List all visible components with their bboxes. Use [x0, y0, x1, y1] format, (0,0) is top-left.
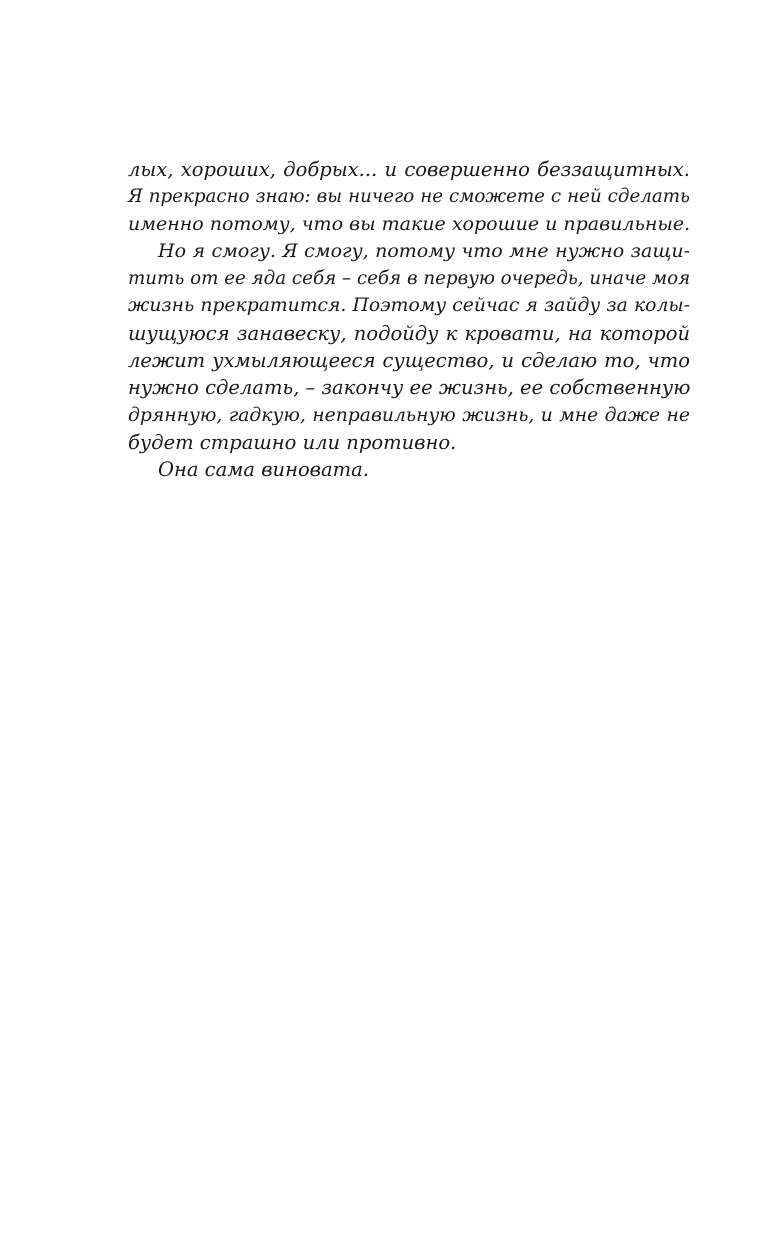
text-line: Я прекрасно знаю: вы ничего не сможете с ней сделать [128, 186, 690, 208]
text-line: нужно сделать, – закончу ее жизнь, ее собственную [128, 376, 691, 400]
text-line: именно потому, что вы такие хорошие и правильные. [128, 212, 691, 235]
paragraph-1 [128, 156, 690, 238]
text-line: лых, хороших, добрых... и совершенно беззащитных. [128, 158, 690, 181]
text-line: Но я смогу. Я смогу, потому что мне нужно защи- [158, 239, 690, 262]
body-text [128, 156, 690, 484]
text-line: жизнь прекратится. Поэтому сейчас я зайду за колы- [128, 295, 690, 317]
paragraph-2 [128, 238, 690, 456]
paragraph-3 [128, 456, 690, 483]
text-line: Она сама виновата. [158, 458, 369, 482]
text-line: тить от ее яда себя – себя в первую очередь, иначе моя [128, 268, 691, 290]
text-line: будет страшно или противно. [128, 430, 457, 454]
text-line: лежит ухмыляющееся существо, и сделаю то, что [128, 349, 690, 373]
text-line: шущуюся занавеску, подойду к кровати, на которой [128, 321, 690, 345]
text-line: дрянную, гадкую, неправильную жизнь, и мне даже не [128, 404, 690, 426]
